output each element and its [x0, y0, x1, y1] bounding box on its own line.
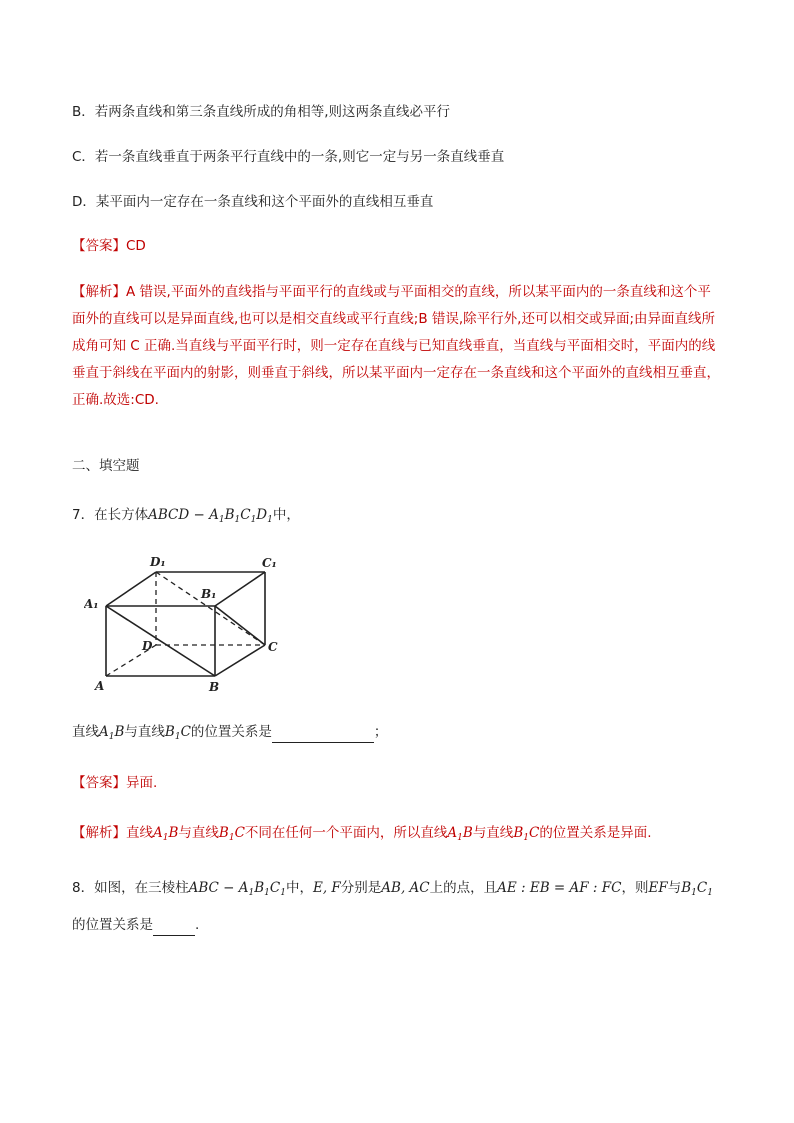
analysis-6 [72, 279, 724, 414]
analysis-7: 【解析】直线$A_1B$与直线$B_1C$不同在任何一个平面内，所以直线$A_1B$与直线$B_1C$的位置关系是异面. [72, 825, 652, 843]
question-8-line2: 的位置关系是 . [72, 915, 199, 936]
q7-number: 7．在长方体 [72, 507, 149, 523]
option-c: C．若一条直线垂直于两条平行直线中的一条,则它一定与另一条直线垂直 [72, 149, 505, 165]
question-7-prompt: 直线$A_1B$与直线$B_1C$的位置关系是 ； [72, 724, 388, 742]
question-8-stem: 8．如图，在三棱柱ABC − $A_1B_1C_1$中，E, F分别是AB, AC上的点，且AE : EB = AF : FC，则EF与$B_1C_1$ [72, 880, 713, 898]
label-d1: D₁ [150, 555, 166, 569]
question-7-stem [72, 505, 300, 525]
label-a1: A₁ [84, 597, 99, 611]
q7-solid: ABCD [148, 507, 190, 523]
option-b: B．若两条直线和第三条直线所成的角相等,则这两条直线必平行 [72, 104, 451, 120]
label-c1: C₁ [262, 556, 277, 570]
label-a: A [95, 679, 105, 693]
analysis-label: 【解析】 [72, 825, 126, 841]
q7-line-b1c: $B_1C$ [164, 724, 191, 742]
q7-line-a1b: $A_1B$ [99, 724, 125, 742]
answer-blank-8[interactable] [153, 915, 195, 936]
q7-dash: − [189, 507, 210, 523]
label-b1: B₁ [201, 587, 217, 601]
label-d: D [142, 639, 153, 653]
option-d: D．某平面内一定存在一条直线和这个平面外的直线相互垂直 [72, 194, 434, 210]
label-b: B [209, 680, 220, 694]
answer-value: 异面. [126, 775, 158, 791]
analysis-text: A 错误,平面外的直线指与平面平行的直线或与平面相交的直线，所以某平面内的一条直线和这个平面外的直线可以是异面直线,也可以是相交直线或平行直线;B 错误,除平行外,还可以相交或异面;由异面直线所成角可知 C 正确.当直线与平面平行时，则一定存在直线与已知直线垂直，当直线与平面相交时，平面内的线垂直于斜线在平面内的射影，则垂直于斜线，所以某平面内一定存在一条直线和这个平面外的直线相互垂直，正确.故选:CD. [72, 284, 720, 408]
section-title: 二、填空题 [72, 458, 140, 474]
answer-label: 【答案】 [72, 775, 126, 791]
answer-7 [72, 773, 157, 793]
analysis-label: 【解析】 [72, 284, 126, 300]
answer-label: 【答案】 [72, 238, 126, 254]
q7-top-face: $A_1B_1C_1D_1$ [209, 507, 273, 525]
label-c: C [268, 640, 278, 654]
answer-value: CD [126, 238, 146, 254]
answer-6 [72, 236, 146, 256]
cuboid-figure [84, 552, 290, 696]
q7-suffix: 中， [272, 507, 300, 523]
answer-blank-7[interactable] [272, 722, 374, 743]
